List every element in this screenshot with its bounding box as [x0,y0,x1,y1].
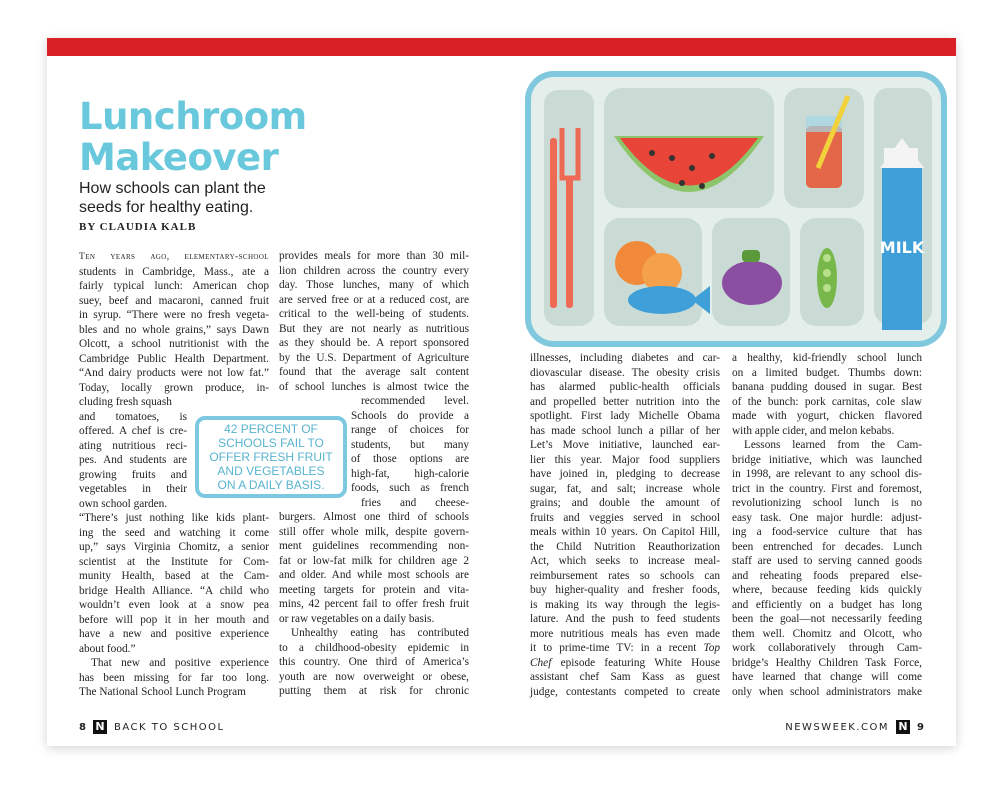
text-line: Act, which seeks to increase meal- [530,555,720,567]
lunch-tray-svg [522,68,950,350]
text-line: students, but many [351,438,469,451]
page-number: 9 [917,721,924,733]
article-dek [79,179,266,217]
text-line: wouldn’t even look at a snow pea [79,599,269,611]
text-line: critical to the well-being of students. [279,308,469,320]
dek-line: seeds for healthy eating. [79,199,254,216]
text-line: has made school lunch a pillar of her [530,424,720,437]
text-line: in 1998, are relevant to any school dis- [732,468,922,480]
text-line: has alarmed public-health officials [530,381,720,393]
text-line: fries and cheese- [361,496,469,509]
show-title: Top [703,642,720,654]
pull-quote-text: 42 PERCENT OF SCHOOLS FAIL TO OFFER FRESH FRUIT AND VEGETABLES ON A DAILY BASIS. [209,422,333,492]
newsweek-logo-icon: N [93,720,107,734]
right-folio [785,720,924,734]
text-line: trict in the country. First and foremost, [732,482,922,495]
text-line [530,656,720,671]
text-line: Lessons learned from the Cam- [744,439,922,451]
text-line: of the bunch: pork carnitas, cole slaw [732,395,922,408]
text-line: range of choices for [351,424,469,436]
text-line: lier this year. Major food suppliers [530,453,720,466]
text-line: or raw vegetables on a daily basis. [279,612,435,625]
text-line: Cambridge Public Health Department. [79,352,269,365]
text-line: provides meals for more than 30 mil- [279,250,469,262]
text-line: and efficiently on a budget has long [732,598,922,611]
page-number: 8 [79,721,86,733]
text-line: putting them at risk for chronic [279,685,469,697]
text-run: it to prime-time TV: in a recent [530,642,704,654]
text-line: and tomatoes, is [79,410,187,423]
milk-label: MILK [879,238,925,257]
text-line: suey, beef and macaroni, canned fruit [79,294,269,307]
lunch-tray-illustration [522,68,950,350]
text-line: has been missing for far too long. [79,671,269,684]
text-line: Let’s Move initiative, launched ear- [530,439,720,451]
text-line: sugar, fat, and salt; increase whole [530,482,720,495]
text-line: judge, contestants competed to create [530,685,720,698]
lead-in: Ten years ago, elementary-school [79,252,269,262]
text-line: the Child Nutrition Reauthorization [530,540,720,553]
text-run: episode featuring White House [551,656,720,669]
text-line: The National School Lunch Program [79,686,246,698]
text-line: own school garden. [79,497,168,510]
text-line: meals within 10 years. On Capitol Hill, [530,526,720,538]
text-line: have learned that change will come [732,671,922,683]
newsweek-logo-icon: N [896,720,910,734]
text-line: vegetables in their [79,483,187,495]
text-line: ating nutritious reci- [79,439,187,452]
text-line: meeting targets for protein and vita- [279,583,469,596]
text-line: assistant chef Sam Kass as guest [530,671,720,683]
text-line: mins, 42 percent fail to offer fresh fruit [279,598,469,610]
text-line: and older. And while most schools are [279,569,469,581]
text-line: buy higher-quality and fresher foods, [530,584,720,596]
text-line: That new and positive experience [91,657,269,669]
text-line: this country. One third of America’s [279,656,469,668]
text-line: a healthy, kid-friendly school lunch [732,352,922,364]
article-title [79,96,307,178]
text-line: “And dairy products were not low fat.” [79,367,269,379]
text-line: about food.” [79,642,136,655]
text-line: day. Those lunches, many of which [279,279,469,291]
text-line: bridge Health Alliance. “A child who [79,584,269,597]
text-line: fairly typical lunch: American chop [79,280,269,292]
text-line: ment guidelines recommending non- [279,540,469,552]
text-line: fruits and veggies served in school [530,511,720,524]
magazine-spread [47,38,956,746]
text-line: work collaboratively through Cam- [732,642,922,654]
text-line: But they are not nearly as nutritious [279,322,469,335]
text-line [79,249,269,265]
text-line: banana pudding doused in sugar. Best [732,381,922,393]
text-line: easy task. One major hurdle: adjust- [732,511,922,524]
text-line: staff are used to serving canned goods [732,555,922,567]
text-line: been entrenched for decades. Lunch [732,540,922,553]
text-line: them well. Chomitz and Olcott, who [732,627,922,640]
text-line: in syrup. “There were no fresh vegeta- [79,309,269,321]
text-line: burgers. Almost one third of schools [279,511,469,523]
text-line: diovascular disease. The obesity crisis [530,366,720,379]
text-line: as they should be. A report sponsored [279,337,469,349]
text-line [530,641,720,656]
text-column-4 [732,351,922,699]
text-line: bridge’s Healthy Children Task Force, [732,656,922,669]
text-line: lion children across the country every [279,264,469,277]
text-line: youth are now overweight or obese, [279,670,469,683]
text-line: of those options are [351,453,469,465]
text-line: are served free or at a reduced cost, are [279,293,469,306]
text-line: with apple cider, and melon kebabs. [732,424,895,437]
text-line: offered. A chef is cre- [79,425,187,437]
text-line: been the goal—not necessarily feeding [732,613,922,625]
text-line: up,” says Virginia Chomitz, a senior [79,541,269,553]
text-line: have a new and positive experience [79,628,269,640]
text-line: of school lunches is almost twice the [279,380,469,393]
text-line: bridge initiative, which was launched [732,453,922,466]
text-line: before will pop it in her mouth and [79,613,269,626]
text-line: spotlight. First lady Michelle Obama [530,410,720,422]
section-label: BACK TO SCHOOL [113,721,225,733]
text-line: growing fruits and [79,468,187,481]
text-line: more nutritious meals has even made [530,627,720,640]
text-line: ing the seed and watching it come [79,526,269,539]
text-line: students in Cambridge, Mass., ate a [79,265,269,278]
text-line: recommended level. [361,395,469,407]
text-line: munity Health, based at the Cam- [79,570,269,582]
text-line: Unhealthy eating has contributed [291,627,469,639]
text-line: Olcott, a school nutritionist with the [79,338,269,350]
dek-line: How schools can plant the [79,180,266,197]
text-line: to a childhood-obesity epidemic in [279,641,469,654]
text-line: where, because feeding kids quickly [732,584,922,596]
text-line: bles and no whole grains,” says Dawn [79,323,269,336]
text-line: is making its way through the legis- [530,598,720,611]
text-line: scientist at the Institute for Com- [79,555,269,568]
text-line: found that the average salt content [279,366,469,378]
text-line: illnesses, including diabetes and car- [530,352,720,364]
text-line: revolutionizing school lunch is no [732,497,922,509]
left-folio [79,720,225,734]
text-line: foods, such as french [351,482,469,494]
show-title: Chef [530,656,552,669]
text-line: still offer whole milk, despite govern- [279,525,469,538]
title-line: Lunchroom [79,95,307,138]
text-line: lature. And the push to feed students [530,613,720,625]
site-label: NEWSWEEK.COM [785,721,890,733]
text-line: only when school administrators make [732,685,922,698]
text-line: grains; and double the amount of [530,497,720,509]
text-line: Schools do provide a [351,409,469,422]
text-line: “There’s just nothing like kids plant- [79,512,269,524]
text-line: reimbursement rates so schools can [530,569,720,582]
text-column-3 [530,351,720,699]
text-line: by the U.S. Department of Agriculture [279,351,469,364]
text-line: ing a food-service culture that has [732,526,922,538]
text-line: on a limited budget. Thumbs down: [732,366,922,379]
text-line: pes. And students are [79,454,187,466]
top-red-bar [47,38,956,56]
text-line: cluding fresh squash [79,396,172,408]
text-line: fat or low-fat milk for children age 2 [279,554,469,567]
text-line: high-fat, high-calorie [351,467,469,480]
text-line: and reheating foods prepared else- [732,569,922,582]
byline: BY CLAUDIA KALB [79,221,197,233]
text-line: and propelled better nutrition into the [530,395,720,408]
text-line: made with yogurt, chicken flavored [732,410,922,422]
text-line: have joined in, pledging to decrease [530,468,720,480]
pull-quote [195,416,347,498]
title-line: Makeover [79,136,279,179]
text-line: Today, locally grown produce, in- [79,381,269,394]
